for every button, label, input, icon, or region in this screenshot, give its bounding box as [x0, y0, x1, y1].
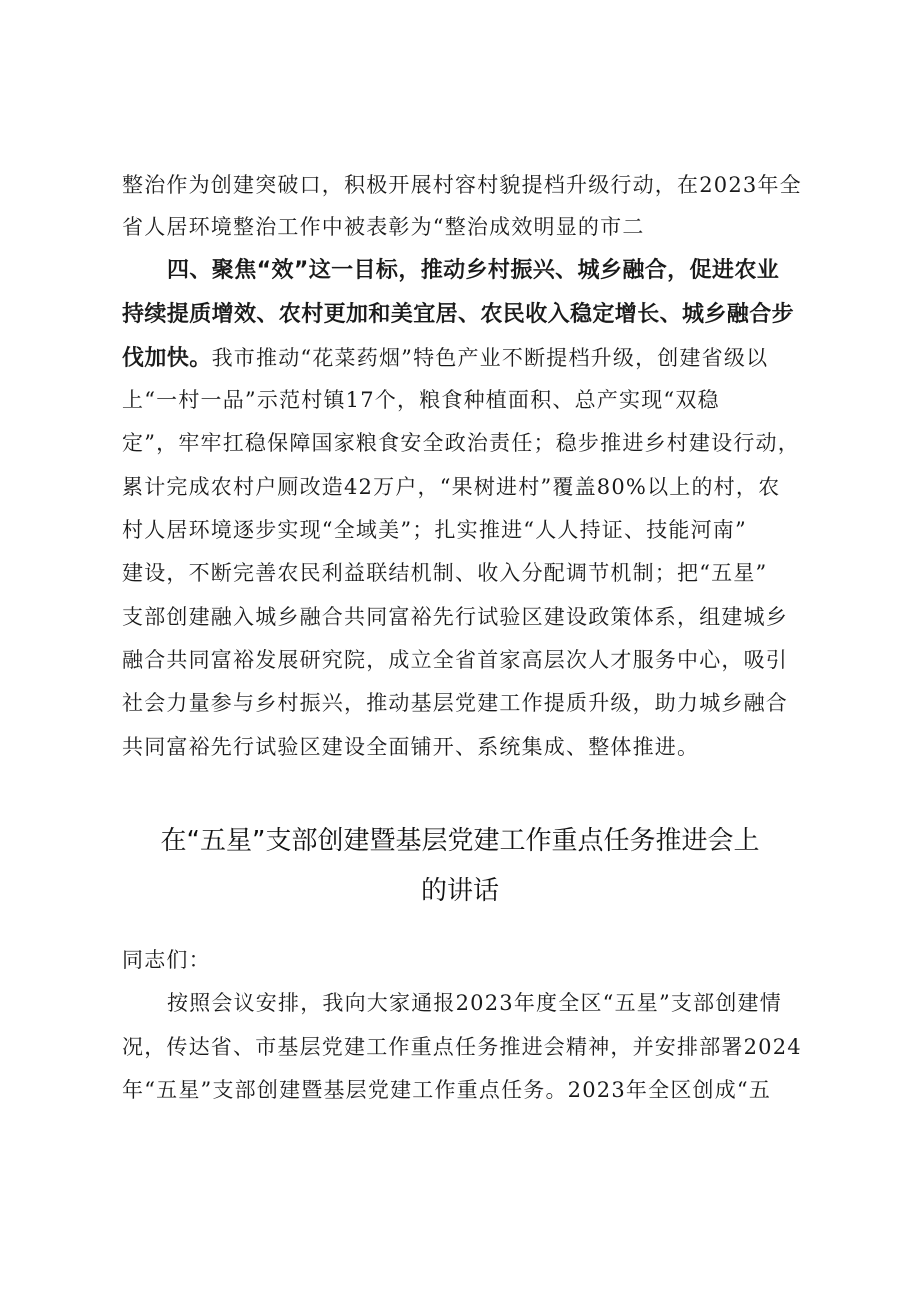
- paragraph-line: 支部创建融入城乡融合共同富裕先行试验区建设政策体系，组建城乡: [122, 605, 788, 629]
- paragraph-line: 省人居环境整治工作中被表彰为“整治成效明显的市二: [122, 215, 645, 239]
- section-heading-line: 四、聚焦“效”这一目标，推动乡村振兴、城乡融合，促进农业: [167, 258, 780, 283]
- salutation: 同志们：: [122, 948, 211, 972]
- speech-title-continued: 的讲话: [420, 876, 499, 906]
- mixed-line: [122, 343, 812, 373]
- paragraph-line: 定”，牢牢扛稳保障国家粮食安全政治责任；稳步推进乡村建设行动，: [122, 431, 800, 455]
- paragraph-line: 整治作为创建突破口，积极开展村容村貌提档升级行动，在2023年全: [122, 173, 802, 197]
- section-heading-tail: 伐加快。: [122, 346, 212, 371]
- paragraph-line: 融合共同富裕发展研究院，成立全省首家高层次人才服务中心，吸引: [122, 648, 788, 672]
- speech-title: 在“五星”支部创建暨基层党建工作重点任务推进会上: [160, 826, 760, 856]
- paragraph-line: 按照会议安排，我向大家通报2023年度全区“五星”支部创建情: [167, 991, 782, 1015]
- paragraph-line: 共同富裕先行试验区建设全面铺开、系统集成、整体推进。: [122, 735, 700, 759]
- paragraph-line: 村人居环境逐步实现“全域美”；扎实推进“人人持证、技能河南”: [122, 518, 747, 542]
- paragraph-line: 年“五星”支部创建暨基层党建工作重点任务。2023年全区创成“五: [122, 1078, 772, 1102]
- paragraph-line: 社会力量参与乡村振兴，推动基层党建工作提质升级，助力城乡融合: [122, 691, 788, 715]
- section-heading-line: 持续提质增效、农村更加和美宜居、农民收入稳定增长、城乡融合步: [122, 302, 795, 327]
- paragraph-line: 况，传达省、市基层党建工作重点任务推进会精神，并安排部署2024: [122, 1035, 802, 1059]
- section-body-start: 我市推动“花菜药烟”特色产业不断提档升级，创建省级以: [211, 346, 769, 370]
- paragraph-line: 上“一村一品”示范村镇17个，粮食种植面积、总产实现“双稳: [122, 388, 720, 412]
- paragraph-line: 建设，不断完善农民利益联结机制、收入分配调节机制；把“五星”: [122, 561, 768, 585]
- paragraph-line: 累计完成农村户厕改造42万户，“果树进村”覆盖80%以上的村，农: [122, 475, 781, 499]
